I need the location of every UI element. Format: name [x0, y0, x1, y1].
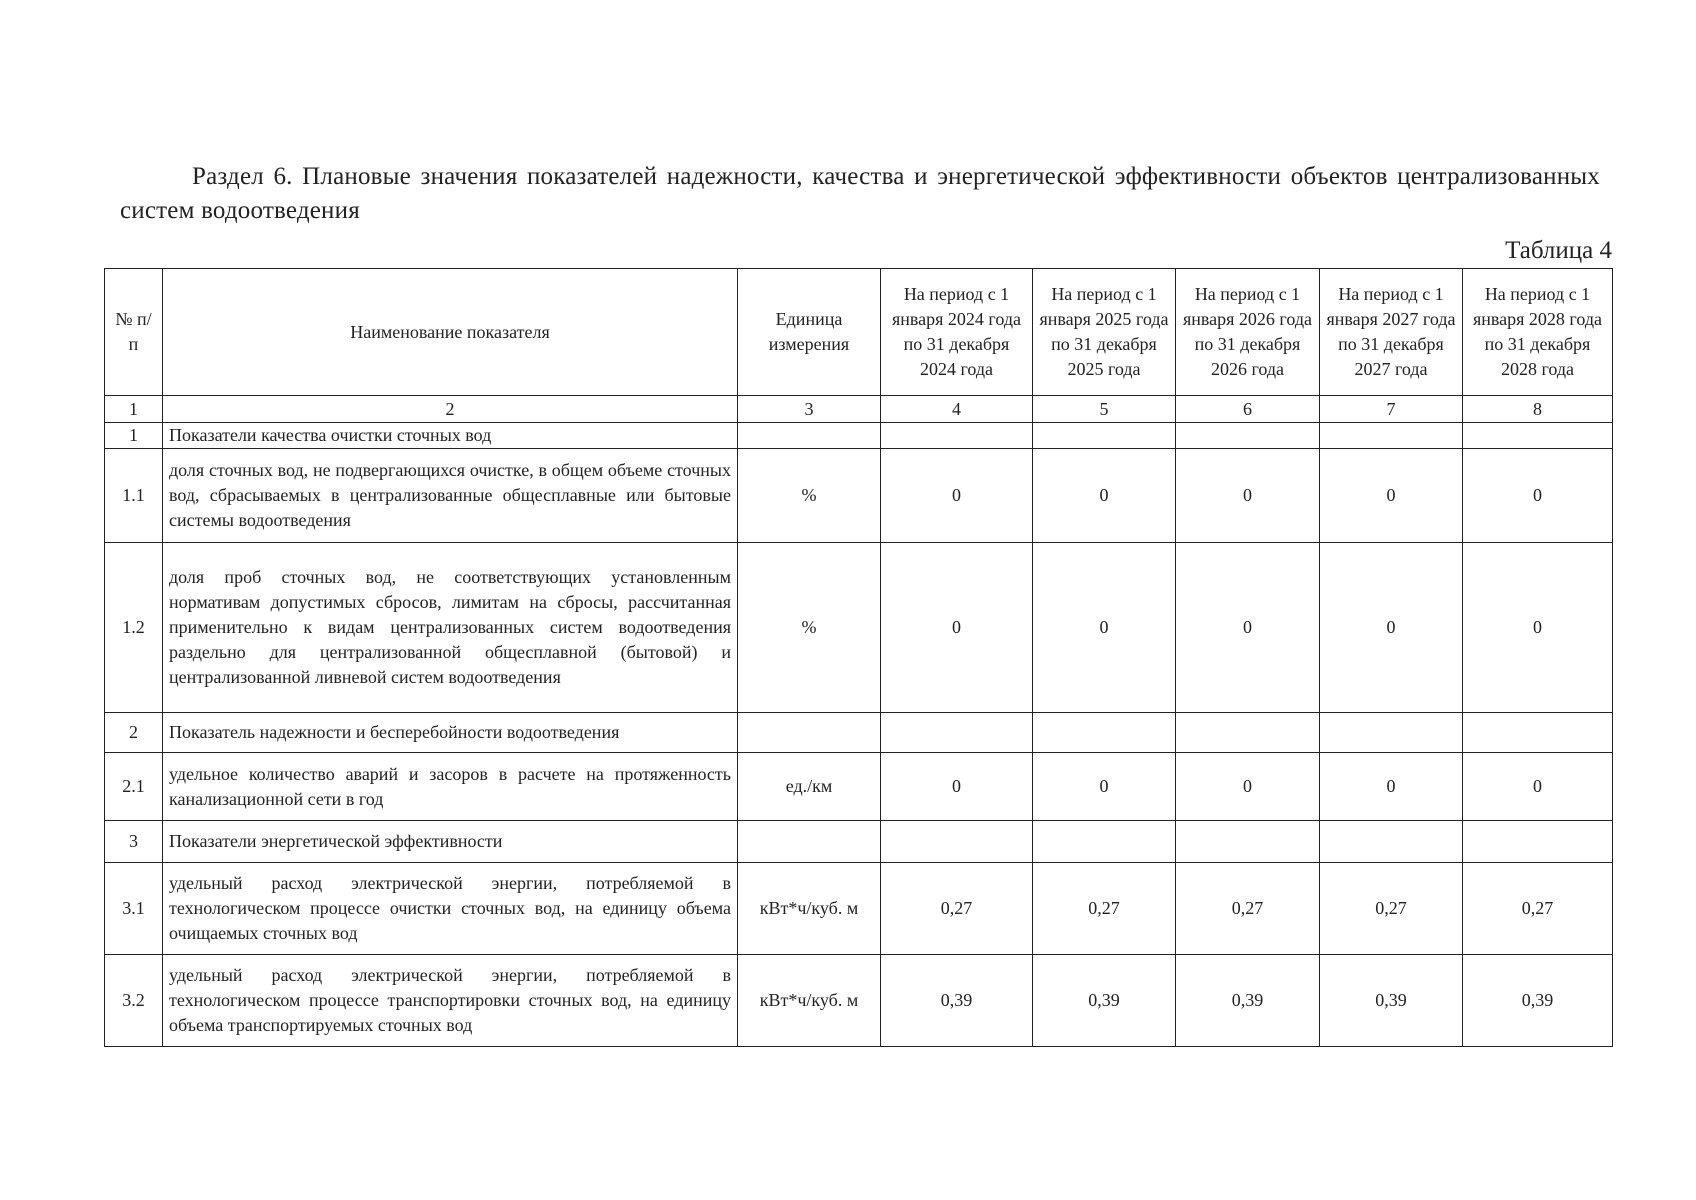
header-period-2024: На период с 1 января 2024 года по 31 декабря 2024 года	[881, 269, 1033, 396]
column-number: 1	[105, 396, 163, 423]
row-value-2028	[1463, 423, 1613, 449]
column-number: 6	[1176, 396, 1320, 423]
row-unit: %	[738, 543, 881, 713]
column-number: 5	[1033, 396, 1176, 423]
table-row	[105, 423, 1613, 449]
row-value-2027: 0	[1320, 543, 1463, 713]
row-value-2027	[1320, 821, 1463, 863]
table-row	[105, 863, 1613, 955]
row-unit	[738, 821, 881, 863]
row-value-2025: 0	[1033, 543, 1176, 713]
table-row	[105, 713, 1613, 753]
row-value-2025	[1033, 713, 1176, 753]
column-number: 8	[1463, 396, 1613, 423]
row-number: 1.1	[105, 449, 163, 543]
header-period-2025: На период с 1 января 2025 года по 31 декабря 2025 года	[1033, 269, 1176, 396]
row-value-2028: 0	[1463, 543, 1613, 713]
header-period-2027: На период с 1 января 2027 года по 31 декабря 2027 года	[1320, 269, 1463, 396]
indicators-table	[104, 268, 1613, 1047]
column-number-row	[105, 396, 1613, 423]
table-label: Таблица 4	[1505, 237, 1612, 264]
row-value-2027: 0	[1320, 753, 1463, 821]
row-value-2025: 0,27	[1033, 863, 1176, 955]
row-value-2028: 0	[1463, 449, 1613, 543]
row-value-2025	[1033, 821, 1176, 863]
header-no: № п/п	[105, 269, 163, 396]
section-heading: Раздел 6. Плановые значения показателей надежности, качества и энергетической эффективности объектов централизованных систем водоотведения	[120, 163, 1600, 224]
row-value-2024	[881, 713, 1033, 753]
row-unit: кВт*ч/куб. м	[738, 863, 881, 955]
column-number: 2	[163, 396, 738, 423]
table-row	[105, 449, 1613, 543]
table-row	[105, 821, 1613, 863]
row-name: Показатели энергетической эффективности	[163, 821, 738, 863]
row-value-2024: 0	[881, 449, 1033, 543]
row-unit	[738, 423, 881, 449]
row-number: 3.2	[105, 955, 163, 1047]
header-row	[105, 269, 1613, 396]
row-value-2024	[881, 821, 1033, 863]
row-value-2025: 0	[1033, 753, 1176, 821]
header-period-2026: На период с 1 января 2026 года по 31 декабря 2026 года	[1176, 269, 1320, 396]
column-number: 3	[738, 396, 881, 423]
row-value-2024: 0	[881, 753, 1033, 821]
row-unit	[738, 713, 881, 753]
row-value-2026: 0,27	[1176, 863, 1320, 955]
row-value-2024: 0	[881, 543, 1033, 713]
row-value-2026	[1176, 713, 1320, 753]
column-number: 7	[1320, 396, 1463, 423]
row-number: 2	[105, 713, 163, 753]
header-name: Наименование показателя	[163, 269, 738, 396]
row-number: 3	[105, 821, 163, 863]
row-unit: ед./км	[738, 753, 881, 821]
row-value-2026	[1176, 821, 1320, 863]
row-value-2027	[1320, 713, 1463, 753]
row-unit: %	[738, 449, 881, 543]
table-row	[105, 955, 1613, 1047]
row-name: Показатели качества очистки сточных вод	[163, 423, 738, 449]
row-value-2027: 0,39	[1320, 955, 1463, 1047]
row-number: 2.1	[105, 753, 163, 821]
row-value-2026	[1176, 423, 1320, 449]
header-unit: Единица измерения	[738, 269, 881, 396]
row-value-2028	[1463, 821, 1613, 863]
row-number: 1.2	[105, 543, 163, 713]
table-row	[105, 543, 1613, 713]
row-value-2026: 0	[1176, 753, 1320, 821]
row-value-2028	[1463, 713, 1613, 753]
row-number: 1	[105, 423, 163, 449]
row-name: доля проб сточных вод, не соответствующих установленным нормативам допустимых сбросов, лимитам на сбросы, рассчитанная применительно к видам централизованных систем водоотведения раздельно для централизованной общесплавной (бытовой) и централизованной ливневой систем водоотведения	[163, 543, 738, 713]
row-value-2026: 0	[1176, 543, 1320, 713]
row-name: удельный расход электрической энергии, потребляемой в технологическом процессе транспортировки сточных вод, на единицу объема транспортируемых сточных вод	[163, 955, 738, 1047]
row-value-2028: 0,27	[1463, 863, 1613, 955]
row-value-2027: 0	[1320, 449, 1463, 543]
row-name: удельный расход электрической энергии, потребляемой в технологическом процессе очистки сточных вод, на единицу объема очищаемых сточных вод	[163, 863, 738, 955]
row-value-2027: 0,27	[1320, 863, 1463, 955]
row-value-2024: 0,39	[881, 955, 1033, 1047]
row-name: Показатель надежности и бесперебойности водоотведения	[163, 713, 738, 753]
row-name: удельное количество аварий и засоров в расчете на протяженность канализационной сети в год	[163, 753, 738, 821]
row-value-2025: 0	[1033, 449, 1176, 543]
row-value-2028: 0	[1463, 753, 1613, 821]
table-row	[105, 753, 1613, 821]
header-period-2028: На период с 1 января 2028 года по 31 декабря 2028 года	[1463, 269, 1613, 396]
row-value-2024: 0,27	[881, 863, 1033, 955]
row-value-2025: 0,39	[1033, 955, 1176, 1047]
row-unit: кВт*ч/куб. м	[738, 955, 881, 1047]
row-value-2024	[881, 423, 1033, 449]
row-value-2026: 0,39	[1176, 955, 1320, 1047]
row-value-2026: 0	[1176, 449, 1320, 543]
row-value-2027	[1320, 423, 1463, 449]
row-value-2028: 0,39	[1463, 955, 1613, 1047]
row-value-2025	[1033, 423, 1176, 449]
column-number: 4	[881, 396, 1033, 423]
row-name: доля сточных вод, не подвергающихся очистке, в общем объеме сточных вод, сбрасываемых в централизованные общесплавные или бытовые системы водоотведения	[163, 449, 738, 543]
row-number: 3.1	[105, 863, 163, 955]
